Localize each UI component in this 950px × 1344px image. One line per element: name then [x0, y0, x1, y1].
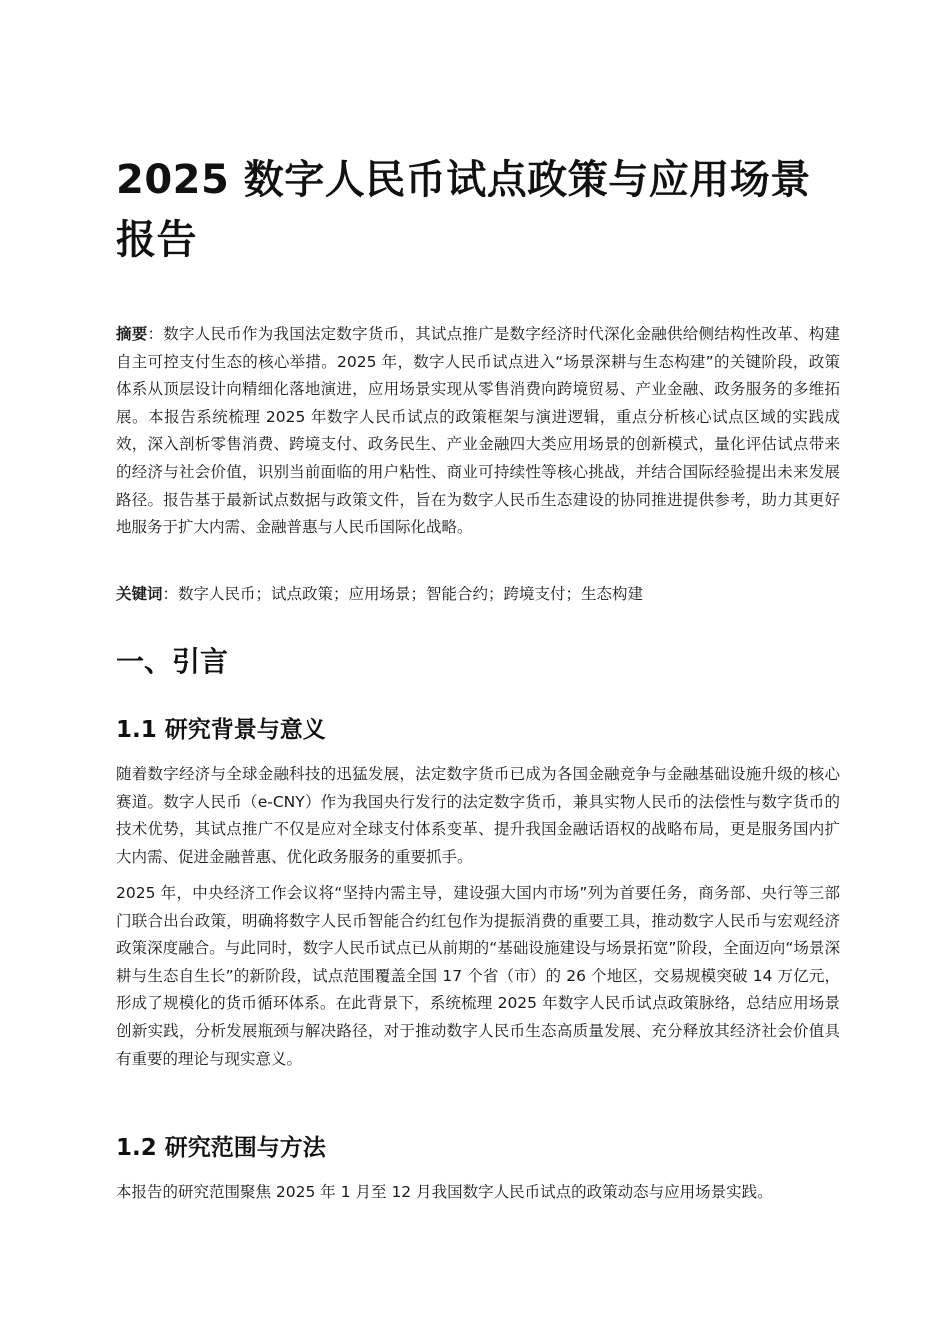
- subsection-heading-background: 1.1 研究背景与意义: [116, 717, 326, 743]
- background-paragraph-2: 2025 年，中央经济工作会议将“坚持内需主导，建设强大国内市场”列为首要任务，商务部、央行等三部门联合出台政策，明确将数字人民币智能合约红包作为提振消费的重要工具，推动数字人民币与宏观经济政策深度融合。与此同时，数字人民币试点已从前期的“基础设施建设与场景拓宽”阶段，全面迈向“场景深耕与生态自生长”的新阶段，试点范围覆盖全国 17 个省（市）的 26 个地区，交易规模突破 14 万亿元，形成了规模化的货币循环体系。在此背景下，系统梳理 2025 年数字人民币试点政策脉络，总结应用场景创新实践，分析发展瓶颈与解决路径，对于推动数字人民币生态高质量发展、充分释放其经济社会价值具有重要的理论与现实意义。: [116, 884, 840, 1068]
- background-paragraph-1: 随着数字经济与全球金融科技的迅猛发展，法定数字货币已成为各国金融竞争与金融基础设施升级的核心赛道。数字人民币（e-CNY）作为我国央行发行的法定数字货币，兼具实物人民币的法偿性与数字货币的技术优势，其试点推广不仅是应对全球支付体系变革、提升我国金融话语权的战略布局，更是服务国内扩大内需、促进金融普惠、优化政务服务的重要抓手。: [116, 765, 840, 866]
- abstract-paragraph: [116, 321, 840, 542]
- abstract-label: 摘要: [116, 325, 148, 343]
- document-title: 2025 数字人民币试点政策与应用场景报告: [116, 157, 811, 263]
- section-heading-introduction: 一、引言: [116, 645, 229, 678]
- keywords-text: 数字人民币；试点政策；应用场景；智能合约；跨境支付；生态构建: [178, 585, 644, 603]
- subsection-heading-scope-methods: 1.2 研究范围与方法: [116, 1135, 326, 1161]
- abstract-text: 数字人民币作为我国法定数字货币，其试点推广是数字经济时代深化金融供给侧结构性改革、构建自主可控支付生态的核心举措。2025 年，数字人民币试点进入“场景深耕与生态构建”的关键阶段，政策体系从顶层设计向精细化落地演进，应用场景实现从零售消费向跨境贸易、产业金融、政务服务的多维拓展。本报告系统梳理 2025 年数字人民币试点的政策框架与演进逻辑，重点分析核心试点区域的实践成效，深入剖析零售消费、跨境支付、政务民生、产业金融四大类应用场景的创新模式，量化评估试点带来的经济与社会价值，识别当前面临的用户粘性、商业可持续性等核心挑战，并结合国际经验提出未来发展路径。报告基于最新试点数据与政策文件，旨在为数字人民币生态建设的协同推进提供参考，助力其更好地服务于扩大内需、金融普惠与人民币国际化战略。: [116, 325, 840, 537]
- keywords-separator: ：: [162, 585, 179, 603]
- abstract-separator: ：: [147, 325, 164, 343]
- scope-paragraph-1: 本报告的研究范围聚焦 2025 年 1 月至 12 月我国数字人民币试点的政策动态与应用场景实践。: [116, 1183, 773, 1201]
- keywords-label: 关键词: [116, 585, 163, 603]
- keywords-paragraph: [116, 581, 840, 609]
